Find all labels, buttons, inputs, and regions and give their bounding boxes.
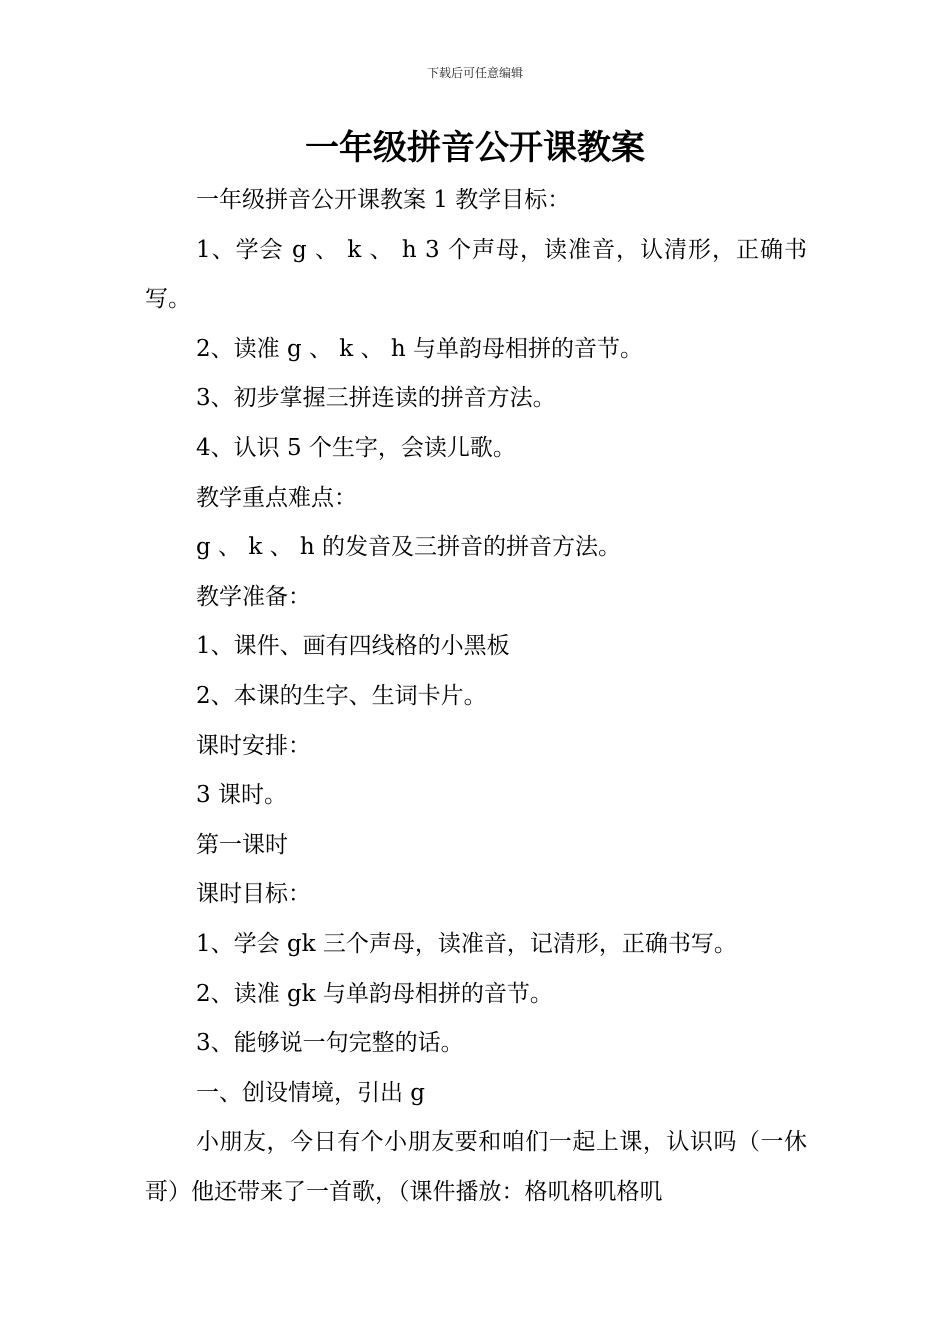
paragraph-goal-1: 1、学会 g 、 k 、 h 3 个声母，读准音，认清形，正确书写。 [145,236,807,313]
paragraph-goal-2: 2、读准 g 、 k 、 h 与单韵母相拼的音节。 [196,335,643,362]
paragraph-key-points-heading: 教学重点难点： [196,484,357,511]
paragraph-lesson-goal-1: 1、学会 gk 三个声母，读准音，记清形，正确书写。 [196,930,737,957]
paragraph-lesson-goal-3: 3、能够说一句完整的话。 [196,1030,464,1057]
document-title: 一年级拼音公开课教案 [305,128,645,168]
paragraph-schedule-heading: 课时安排： [196,732,311,759]
paragraph-preparation-2: 2、本课的生字、生词卡片。 [196,682,487,709]
paragraph-section-1-heading: 一、创设情境，引出 g [196,1079,426,1106]
paragraph-preparation-1: 1、课件、画有四线格的小黑板 [196,633,510,660]
paragraph-lesson-goal-2: 2、读准 gk 与单韵母相拼的音节。 [196,980,553,1007]
paragraph-intro: 一年级拼音公开课教案 1 教学目标： [196,187,571,213]
paragraph-key-points: g 、 k 、 h 的发音及三拼音的拼音方法。 [196,534,622,561]
header-note: 下载后可任意编辑 [426,66,523,80]
paragraph-lesson-goals-heading: 课时目标： [196,881,311,908]
paragraph-preparation-heading: 教学准备： [196,583,311,610]
document-body [145,176,807,1217]
paragraph-section-1-text: 小朋友，今日有个小朋友要和咱们一起上课，认识吗（一休哥）他还带来了一首歌，（课件播放：格叽格叽格叽 [145,1129,807,1205]
paragraph-goal-3: 3、初步掌握三拼连读的拼音方法。 [196,385,556,412]
paragraph-goal-4: 4、认识 5 个生字，会读儿歌。 [196,434,516,461]
paragraph-first-lesson: 第一课时 [196,831,288,858]
paragraph-schedule: 3 课时。 [196,782,287,809]
